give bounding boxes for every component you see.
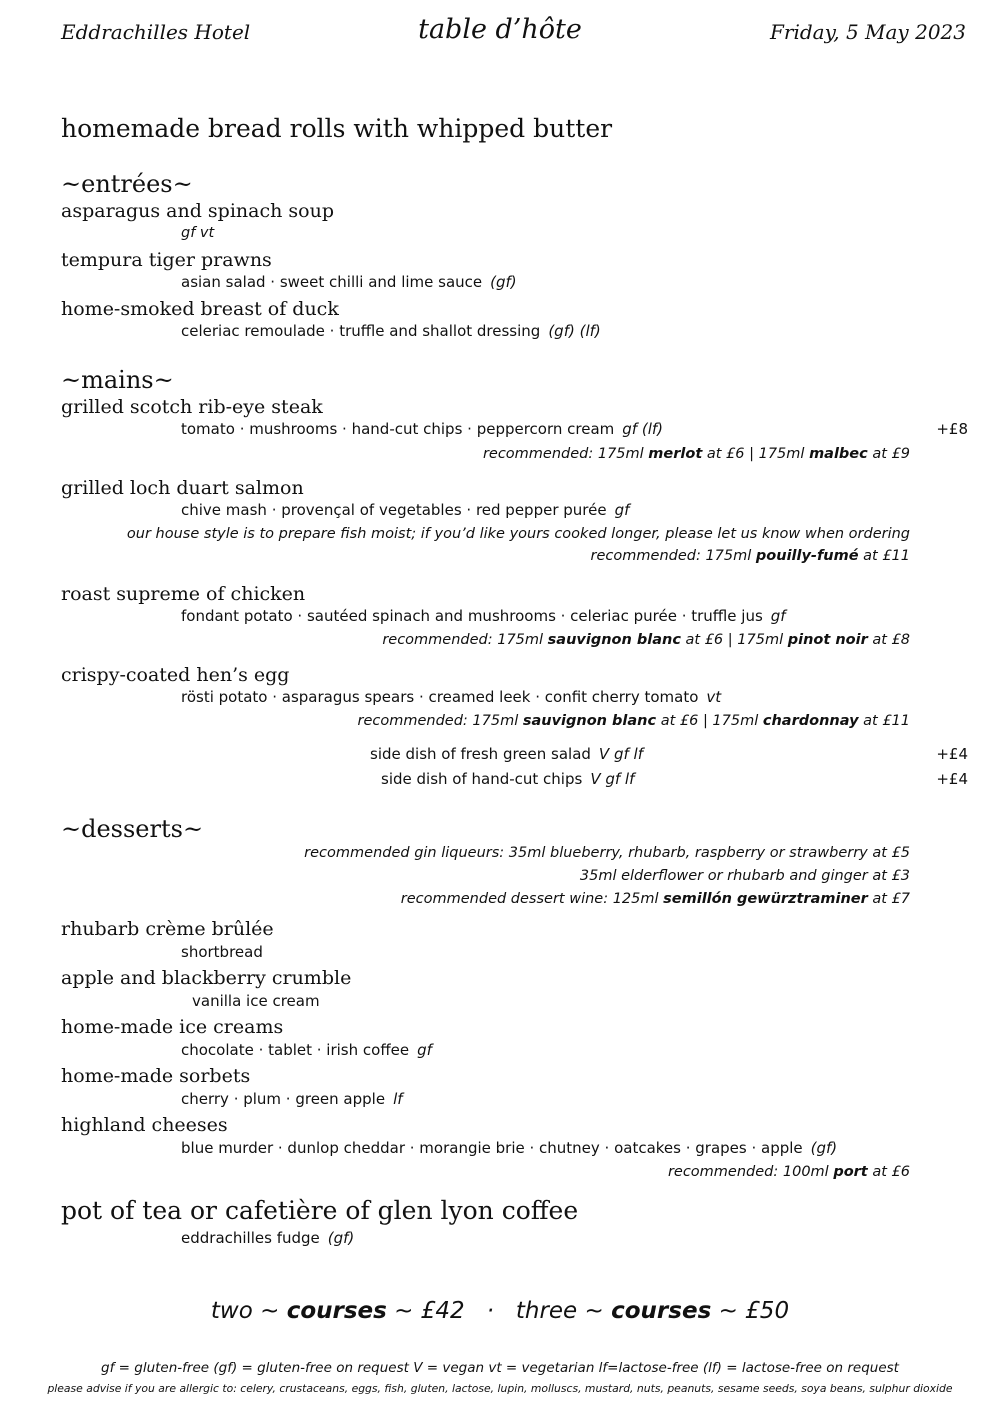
rec-wine: merlot bbox=[648, 446, 703, 462]
pricing-courses: courses bbox=[611, 1298, 712, 1324]
rec-prefix: recommended: 175ml bbox=[382, 632, 548, 648]
main-chicken-name: roast supreme of chicken bbox=[61, 583, 306, 605]
main-egg-desc bbox=[181, 688, 721, 706]
main-egg-tags: vt bbox=[706, 688, 722, 706]
dessert-brulee-name: rhubarb crème brûlée bbox=[61, 918, 274, 940]
main-chicken-desc-text: fondant potato · sautéed spinach and mushrooms · celeriac purée · truffle jus bbox=[181, 607, 763, 625]
main-salmon-tags: gf bbox=[614, 501, 630, 519]
rec-prefix: recommended: 175ml bbox=[590, 548, 756, 564]
main-salmon-desc-text: chive mash · provençal of vegetables · red pepper purée bbox=[181, 501, 607, 519]
rec-prefix: recommended dessert wine: 125ml bbox=[400, 891, 664, 907]
main-chicken-tags: gf bbox=[770, 607, 786, 625]
menu-title: table d’hôte bbox=[418, 14, 582, 45]
dessert-sorbets-desc-text: cherry · plum · green apple bbox=[181, 1090, 386, 1108]
side-salad bbox=[370, 745, 643, 763]
rec-suffix: at £8 bbox=[867, 632, 910, 648]
rec-wine: sauvignon blanc bbox=[547, 632, 681, 648]
dessert-sorbets-tags: lf bbox=[393, 1090, 403, 1108]
coffee-desc bbox=[181, 1229, 354, 1247]
rec-mid: at £6 | 175ml bbox=[680, 632, 788, 648]
bread-line: homemade bread rolls with whipped butter bbox=[61, 114, 613, 143]
main-chicken-recommendation bbox=[382, 632, 910, 648]
side-salad-name: side dish of fresh green salad bbox=[370, 745, 591, 763]
entree-soup-name: asparagus and spinach soup bbox=[61, 200, 334, 222]
main-steak-recommendation bbox=[483, 446, 910, 462]
dessert-sorbets-name: home-made sorbets bbox=[61, 1065, 251, 1087]
dessert-rec-wine bbox=[401, 891, 910, 907]
side-chips-name: side dish of hand-cut chips bbox=[381, 770, 583, 788]
dessert-cheeses-recommendation bbox=[668, 1164, 910, 1180]
coffee-line: pot of tea or cafetière of glen lyon coffee bbox=[61, 1196, 579, 1225]
hotel-name: Eddrachilles Hotel bbox=[61, 20, 251, 44]
main-egg-recommendation bbox=[357, 713, 910, 729]
rec-prefix: recommended: 175ml bbox=[482, 446, 649, 462]
dessert-cheeses-desc-text: blue murder · dunlop cheddar · morangie brie · chutney · oatcakes · grapes · apple bbox=[181, 1139, 803, 1157]
dessert-icecream-name: home-made ice creams bbox=[61, 1016, 284, 1038]
pricing-two: two bbox=[210, 1298, 253, 1324]
dietary-legend: gf = gluten-free (gf) = gluten-free on request V = vegan vt = vegetarian lf=lactose-free (lf) = lactose-free on request bbox=[101, 1360, 899, 1376]
main-steak-tags: gf (lf) bbox=[622, 420, 664, 438]
main-chicken-desc bbox=[181, 607, 786, 625]
course-pricing: two ~ courses ~ £42 · three ~ courses ~ £50 bbox=[210, 1298, 790, 1324]
entree-duck-tags: (gf) (lf) bbox=[548, 322, 601, 340]
entrees-heading: ~entrées~ bbox=[61, 170, 193, 198]
dessert-cheeses-tags: (gf) bbox=[810, 1139, 838, 1157]
side-chips bbox=[381, 770, 634, 788]
allergy-notice: please advise if you are allergic to: celery, crustaceans, eggs, fish, gluten, lactose, lupin, molluscs, mustard, nuts, peanuts, sesame seeds, soya beans, sulphur dioxide bbox=[47, 1382, 953, 1395]
dessert-crumble-name: apple and blackberry crumble bbox=[61, 967, 352, 989]
rec-wine: chardonnay bbox=[762, 713, 859, 729]
main-salmon-note: our house style is to prepare fish moist; if you’d like yours cooked longer, please let us know when ordering bbox=[126, 526, 910, 542]
dessert-icecream-desc bbox=[181, 1041, 432, 1059]
coffee-desc-text: eddrachilles fudge bbox=[181, 1229, 320, 1247]
main-steak-desc-text: tomato · mushrooms · hand-cut chips · peppercorn cream bbox=[181, 420, 615, 438]
side-salad-tags: V gf lf bbox=[598, 745, 643, 763]
pricing-courses: courses bbox=[286, 1298, 387, 1324]
pricing-three-price: £50 bbox=[745, 1298, 790, 1324]
rec-wine: pinot noir bbox=[787, 632, 868, 648]
dessert-icecream-tags: gf bbox=[417, 1041, 432, 1059]
rec-wine: sauvignon blanc bbox=[522, 713, 657, 729]
rec-mid: at £6 | 175ml bbox=[702, 446, 810, 462]
dessert-cheeses-name: highland cheeses bbox=[61, 1114, 228, 1136]
rec-prefix: recommended: 175ml bbox=[357, 713, 523, 729]
entree-duck-desc bbox=[181, 322, 601, 340]
entree-prawns-desc-text: asian salad · sweet chilli and lime sauce bbox=[181, 273, 483, 291]
mains-heading: ~mains~ bbox=[61, 366, 174, 394]
entree-prawns-name: tempura tiger prawns bbox=[61, 249, 272, 271]
menu-date: Friday, 5 May 2023 bbox=[770, 20, 966, 44]
side-chips-tags: V gf lf bbox=[590, 770, 635, 788]
main-egg-desc-text: rösti potato · asparagus spears · creamed leek · confit cherry tomato bbox=[181, 688, 699, 706]
main-salmon-desc bbox=[181, 501, 629, 519]
pricing-two-price: £42 bbox=[420, 1298, 465, 1324]
rec-suffix: at £11 bbox=[858, 713, 910, 729]
rec-suffix: at £6 bbox=[867, 1164, 910, 1180]
dessert-crumble-desc: vanilla ice cream bbox=[192, 992, 320, 1010]
dessert-cheeses-desc bbox=[181, 1139, 837, 1157]
dessert-icecream-desc-text: chocolate · tablet · irish coffee bbox=[181, 1041, 410, 1059]
side-chips-price: +£4 bbox=[936, 770, 968, 788]
rec-wine: malbec bbox=[809, 446, 868, 462]
dessert-sorbets-desc bbox=[181, 1090, 403, 1108]
entree-prawns-tags: (gf) bbox=[490, 273, 517, 291]
main-salmon-name: grilled loch duart salmon bbox=[61, 477, 304, 499]
rec-suffix: at £11 bbox=[858, 548, 910, 564]
dessert-rec-gin: recommended gin liqueurs: 35ml blueberry, rhubarb, raspberry or strawberry at £5 bbox=[304, 845, 910, 861]
rec-suffix: at £9 bbox=[867, 446, 910, 462]
rec-mid: at £6 | 175ml bbox=[656, 713, 763, 729]
entree-prawns-desc bbox=[181, 273, 517, 291]
rec-wine: port bbox=[833, 1164, 868, 1180]
main-steak-name: grilled scotch rib-eye steak bbox=[61, 396, 323, 418]
pricing-three: three bbox=[515, 1298, 578, 1324]
rec-suffix: at £7 bbox=[867, 891, 910, 907]
main-salmon-recommendation bbox=[591, 548, 910, 564]
dessert-brulee-desc: shortbread bbox=[181, 943, 263, 961]
rec-prefix: recommended: 100ml bbox=[667, 1164, 834, 1180]
rec-wine: pouilly-fumé bbox=[755, 548, 859, 564]
entree-duck-name: home-smoked breast of duck bbox=[61, 298, 339, 320]
main-steak-desc bbox=[181, 420, 663, 438]
dessert-rec-gin-2: 35ml elderflower or rhubarb and ginger at £3 bbox=[579, 868, 910, 884]
coffee-tags: (gf) bbox=[327, 1229, 355, 1247]
main-egg-name: crispy-coated hen’s egg bbox=[61, 664, 290, 686]
rec-wine: semillón gewürztraminer bbox=[663, 891, 868, 907]
side-salad-price: +£4 bbox=[936, 745, 968, 763]
main-steak-supplement: +£8 bbox=[936, 420, 968, 438]
entree-duck-desc-text: celeriac remoulade · truffle and shallot dressing bbox=[181, 322, 541, 340]
pricing-separator: · bbox=[486, 1298, 494, 1324]
desserts-heading: ~desserts~ bbox=[61, 815, 204, 843]
entree-soup-tags: gf vt bbox=[181, 225, 215, 241]
